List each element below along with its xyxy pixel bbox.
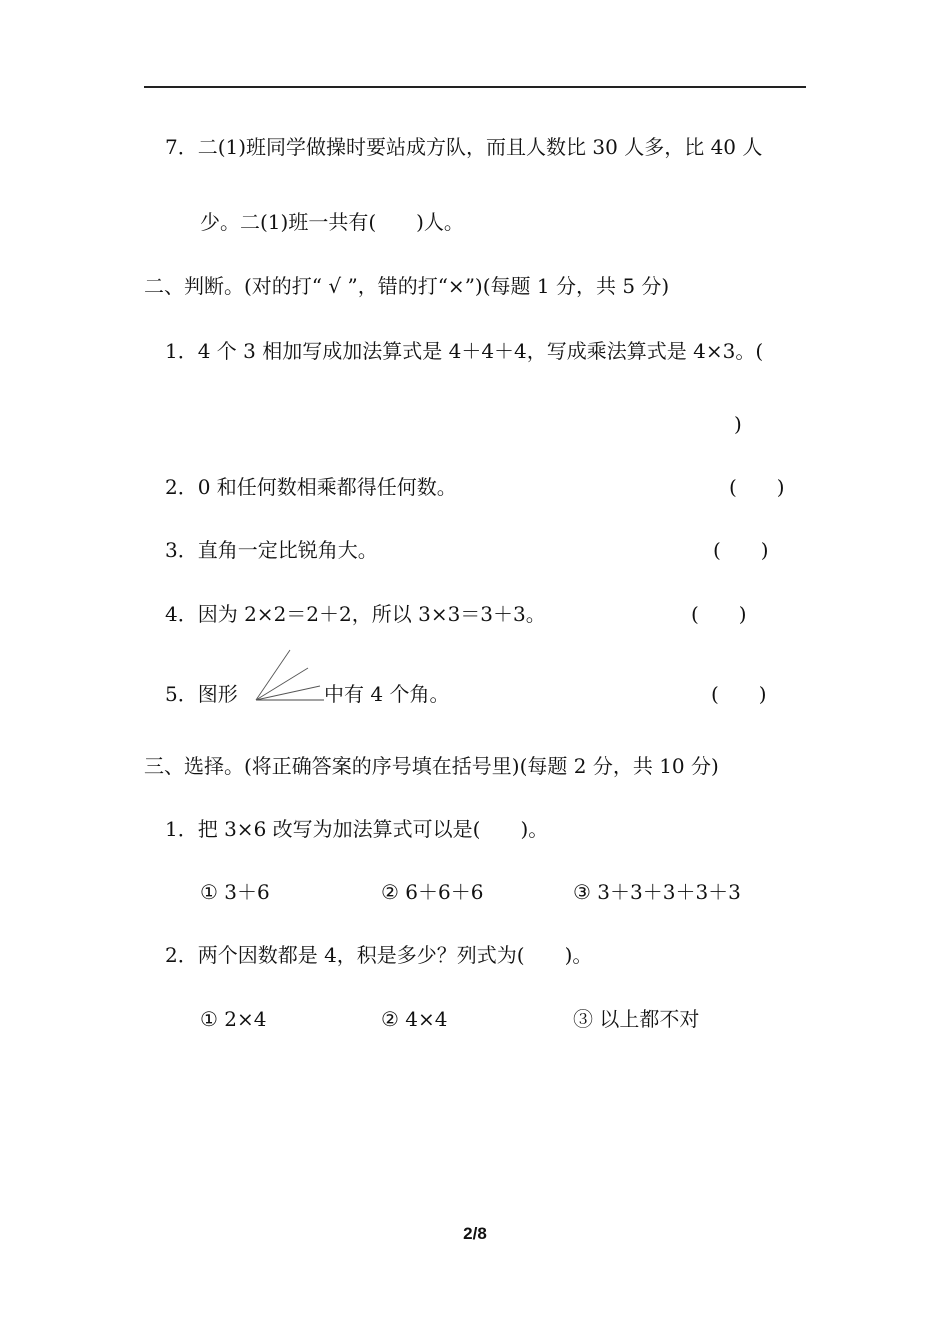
section2-heading: 二、判断。(对的打“ √ ”，错的打“×”)(每题 1 分，共 5 分)	[144, 274, 670, 298]
judge-item-4: 4．因为 2×2＝2＋2，所以 3×3＝3＋3。	[165, 602, 546, 626]
judge-item-1-paren: )	[734, 412, 742, 436]
judge-item-3-paren: ( )	[713, 538, 769, 562]
choice-item-2: 2．两个因数都是 4，积是多少？列式为( )。	[165, 943, 593, 967]
section3-heading: 三、选择。(将正确答案的序号填在括号里)(每题 2 分，共 10 分)	[144, 754, 719, 778]
q7-line1: 7．二(1)班同学做操时要站成方队，而且人数比 30 人多，比 40 人	[165, 135, 763, 159]
judge-item-4-paren: ( )	[691, 602, 747, 626]
choice-2-option-3: ③ 以上都不对	[573, 1007, 700, 1031]
judge-item-3: 3．直角一定比锐角大。	[165, 538, 378, 562]
page-number: 2/8	[463, 1224, 487, 1243]
choice-2-option-2: ② 4×4	[381, 1007, 448, 1031]
judge-item-2-paren: ( )	[729, 475, 785, 499]
judge-item-5-before: 5．图形	[165, 682, 238, 706]
choice-item-1: 1．把 3×6 改写为加法算式可以是( )。	[165, 817, 549, 841]
choice-1-option-3: ③ 3＋3＋3＋3＋3	[573, 880, 741, 904]
judge-item-1: 1．4 个 3 相加写成加法算式是 4＋4＋4，写成乘法算式是 4×3。(	[165, 339, 764, 363]
judge-item-5-after: 中有 4 个角。	[324, 682, 450, 706]
angle-rays-figure	[252, 648, 326, 704]
q7-line2: 少。二(1)班一共有( )人。	[200, 210, 464, 234]
judge-item-2: 2．0 和任何数相乘都得任何数。	[165, 475, 457, 499]
choice-1-option-2: ② 6＋6＋6	[381, 880, 484, 904]
judge-item-5-paren: ( )	[711, 682, 767, 706]
header-rule	[144, 86, 806, 88]
choice-1-option-1: ① 3＋6	[200, 880, 270, 904]
choice-2-option-1: ① 2×4	[200, 1007, 267, 1031]
